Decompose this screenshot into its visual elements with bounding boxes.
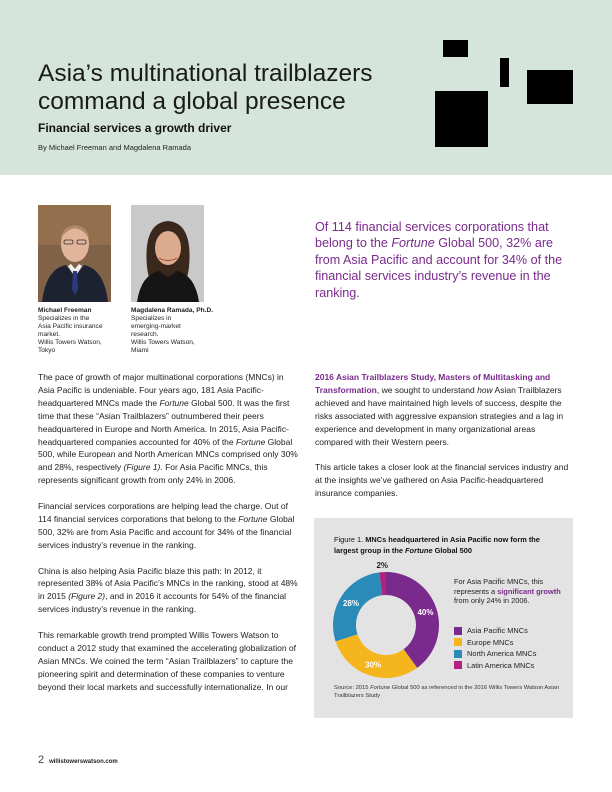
legend-item xyxy=(454,660,536,672)
text: Global 500. It was the first time that these “Asian Trailblazers” outnumbered their peers headquartered in Europe and North America. In 2015, Asia Pacific-headquartered companies accounted for 40% of the xyxy=(38,397,290,447)
paragraph: This remarkable growth trend prompted Willis Towers Watson to conduct a 2012 study that examined the accelerating globalization of Asian MNCs. We coined the term “Asian Trailblazers” to capture the pioneering spirit and determination of these companies to venture beyond their local markets and successfully internationalize. In our xyxy=(38,630,297,692)
bio-line: Specializes in the xyxy=(38,315,90,322)
pull-quote-italic: Fortune xyxy=(391,236,435,251)
italic-text: Fortune xyxy=(236,436,266,447)
paragraph xyxy=(315,371,575,448)
text: Financial services corporations are helping lead the charge. Out of 114 financial services corporations that belong to the xyxy=(38,501,288,524)
slice-label-latin-america-mncs: 2% xyxy=(376,561,389,571)
bio-line: Tokyo xyxy=(38,347,56,354)
body-column-right xyxy=(315,371,575,513)
text: Global 500, while European and North American MNCs comprised only 30% and 28%, respectively xyxy=(38,436,298,473)
slice-label-asia-pacific-mncs: 40% xyxy=(417,608,434,618)
bio-line: Willis Towers Watson, xyxy=(38,339,102,346)
footer-url[interactable]: willistowerswatson.com xyxy=(49,759,118,765)
header-band xyxy=(0,0,612,175)
decor-square-small xyxy=(443,40,468,57)
legend-label: Europe MNCs xyxy=(467,637,514,647)
paragraph: This article takes a closer look at the financial services industry and at the insights we’ve gathered on Asia Pacific-headquartered insurance companies. xyxy=(315,462,569,499)
figure-title-italic: Fortune xyxy=(405,546,433,556)
author-photo-freeman xyxy=(38,205,111,302)
figure-label: Figure 1. xyxy=(334,535,366,544)
author-bio-freeman xyxy=(38,307,123,355)
page-title xyxy=(38,60,418,116)
italic-text: Fortune xyxy=(238,513,268,524)
legend-label: Asia Pacific MNCs xyxy=(467,626,528,636)
bio-line: Willis Towers Watson, xyxy=(131,339,195,346)
pull-quote-text: Global 500, 32% are from Asia Pacific and account for 34% of the financial services industry’s revenue in the ranking. xyxy=(315,236,563,300)
italic-text: Fortune xyxy=(159,397,189,408)
page-footer xyxy=(38,754,118,766)
italic-text: Fortune xyxy=(370,685,391,691)
text: Global 500 as referenced in the 2016 Willis Towers Watson Asian Trailblazers Study xyxy=(334,685,559,699)
legend-label: Latin America MNCs xyxy=(467,660,535,670)
bio-line: Miami xyxy=(131,347,149,354)
figure-reference: (Figure 1) xyxy=(123,462,161,473)
figure-title-text: MNCs headquartered in Asia Pacific now form the largest group in the xyxy=(334,535,540,556)
legend-label: North America MNCs xyxy=(467,649,537,659)
text: , we sought to understand xyxy=(376,384,478,395)
figure-note xyxy=(454,577,566,606)
bio-line: Specializes in xyxy=(131,315,172,322)
decor-bar-thin xyxy=(500,58,509,87)
text: , and in 2016 it accounts for 54% of the financial services industry’s revenue in the ranking. xyxy=(38,591,287,615)
page-number: 2 xyxy=(38,754,45,766)
text: China is also helping Asia Pacific blaze this path: In 2012, it represented 38% of Asia Pacific’s MNCs in the ranking, stood at 48% in 2015 xyxy=(38,565,298,602)
legend-item xyxy=(454,625,536,637)
text: The pace of growth of major multinational corporations (MNCs) in Asia Pacific is undeniable. Four years ago, 181 Asia Pacific-headquartered MNCs made the xyxy=(38,372,284,408)
text: For Asia Pacific MNCs, this represents a xyxy=(454,577,544,596)
chart-legend xyxy=(454,625,536,671)
text: Global 500, 32% are from Asia Pacific and account for 34% of the financial services industry’s revenue in the ranking. xyxy=(38,513,295,550)
legend-swatch xyxy=(454,650,462,658)
bio-line: emerging-market xyxy=(131,323,181,330)
slice-label-europe-mncs: 30% xyxy=(365,660,382,670)
decor-square-right xyxy=(527,70,573,104)
figure-title-text: Global 500 xyxy=(432,546,472,556)
decor-square-large xyxy=(435,91,488,147)
italic-text: how xyxy=(477,384,493,395)
text: Source: 2015 xyxy=(334,685,371,691)
author-photo-ramada xyxy=(131,205,204,302)
legend-swatch xyxy=(454,638,462,646)
donut-slice-asia-pacific-mncs xyxy=(386,572,439,668)
pull-quote-text: Of 114 financial services corporations that belong to the xyxy=(315,220,549,251)
legend-item xyxy=(454,648,536,660)
legend-swatch xyxy=(454,661,462,669)
body-column-left xyxy=(38,371,300,707)
paragraph xyxy=(38,565,300,617)
figure-1 xyxy=(314,518,573,718)
donut-slice-europe-mncs xyxy=(336,634,418,678)
figure-reference: (Figure 2) xyxy=(68,591,106,602)
study-link[interactable]: 2016 Asian Trailblazers Study, Masters of Multitasking and Transformation xyxy=(315,372,551,395)
bio-line: market. xyxy=(38,331,60,338)
pull-quote xyxy=(315,219,577,301)
title-line-2: command a global presence xyxy=(38,88,346,115)
page-subtitle: Financial services a growth driver xyxy=(38,121,232,135)
bio-line: research. xyxy=(131,331,159,338)
byline: By Michael Freeman and Magdalena Ramada xyxy=(38,143,191,152)
text: . For Asia Pacific MNCs, this represents significant growth from only 24% in 2006. xyxy=(38,462,268,486)
title-line-1: Asia’s multinational trailblazers xyxy=(38,60,373,87)
bio-line: Asia Pacific insurance xyxy=(38,323,103,330)
legend-swatch xyxy=(454,627,462,635)
author-name: Michael Freeman xyxy=(38,307,92,314)
text: Asian Trailblazers achieved and have maintained high levels of success, despite the risks associated with aggressive expansion strategies and a lag in experience and development in many organizational areas compared with their Western peers. xyxy=(315,384,564,447)
highlight-text: significant growth xyxy=(497,586,561,596)
slice-label-north-america-mncs: 28% xyxy=(342,598,359,608)
figure-source xyxy=(334,685,566,701)
author-name: Magdalena Ramada, Ph.D. xyxy=(131,307,214,314)
text: from only 24% in 2006. xyxy=(454,596,530,606)
paragraph xyxy=(38,371,300,487)
legend-item xyxy=(454,637,536,649)
paragraph xyxy=(38,500,300,552)
author-bio-ramada xyxy=(131,307,216,355)
